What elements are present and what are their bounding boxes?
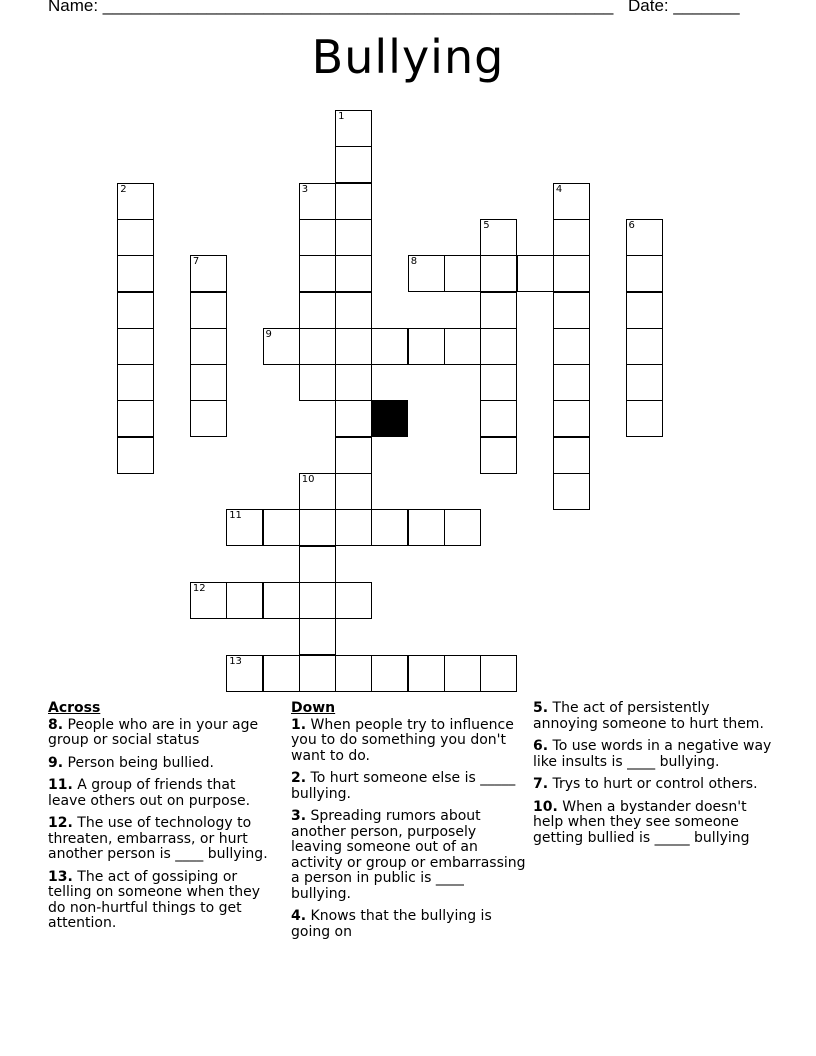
grid-cell[interactable] <box>299 582 336 619</box>
clue-item <box>48 756 270 772</box>
grid-cell[interactable] <box>299 473 336 510</box>
grid-cell[interactable] <box>263 655 300 692</box>
page-title: Bullying <box>311 30 505 84</box>
clue-number: 1. <box>291 716 307 733</box>
grid-cell[interactable] <box>444 255 481 292</box>
clue-number: 6. <box>533 738 549 754</box>
clue-number: 13. <box>48 868 73 885</box>
name-field-label[interactable]: Name: ______________________________________________________ <box>48 0 614 15</box>
grid-cell[interactable] <box>335 328 372 365</box>
grid-cell[interactable] <box>371 328 408 365</box>
grid-cell[interactable] <box>299 183 336 220</box>
down-heading: Down <box>291 700 336 716</box>
grid-cell[interactable] <box>190 400 227 437</box>
clue-number-label: 5 <box>483 219 490 231</box>
grid-cell[interactable] <box>190 364 227 401</box>
grid-cell[interactable] <box>190 328 227 365</box>
grid-cell[interactable] <box>117 400 154 437</box>
grid-cell[interactable] <box>517 255 554 292</box>
grid-cell[interactable] <box>626 400 663 437</box>
grid-cell[interactable] <box>444 509 481 546</box>
grid-cell[interactable] <box>335 255 372 292</box>
grid-cell[interactable] <box>263 509 300 546</box>
grid-cell[interactable] <box>117 292 154 329</box>
grid-cell[interactable] <box>626 255 663 292</box>
grid-cell[interactable] <box>444 655 481 692</box>
grid-cell[interactable] <box>480 364 517 401</box>
grid-cell[interactable] <box>408 328 445 365</box>
clue-text: Trys to hurt or control others. <box>552 776 758 792</box>
grid-cell[interactable] <box>190 582 227 619</box>
black-square <box>371 400 408 437</box>
clue-number: 2. <box>291 770 307 786</box>
down-clues <box>291 701 527 947</box>
grid-cell[interactable] <box>335 183 372 220</box>
grid-cell[interactable] <box>626 364 663 401</box>
clue-text: The act of gossiping or telling on someone when they do non-hurtful things to get attention. <box>48 868 261 931</box>
clue-item <box>533 701 773 732</box>
grid-cell[interactable] <box>553 437 590 474</box>
grid-cell[interactable] <box>408 255 445 292</box>
grid-cell[interactable] <box>335 400 372 437</box>
grid-cell[interactable] <box>117 183 154 220</box>
grid-cell[interactable] <box>480 437 517 474</box>
grid-cell[interactable] <box>117 328 154 365</box>
grid-cell[interactable] <box>190 292 227 329</box>
grid-cell[interactable] <box>553 183 590 220</box>
clue-number-label: 10 <box>301 474 315 485</box>
grid-cell[interactable] <box>371 509 408 546</box>
grid-cell[interactable] <box>335 473 372 510</box>
clue-number-label: 1 <box>338 111 345 122</box>
clue-text: To hurt someone else is _____ bullying. <box>291 770 516 802</box>
clue-number-label: 12 <box>192 582 206 594</box>
clue-text: When a bystander doesn't help when they see someone getting bullied is _____ bullying <box>533 798 750 846</box>
clue-number-label: 2 <box>120 183 127 195</box>
grid-cell[interactable] <box>263 582 300 619</box>
grid-cell[interactable] <box>553 328 590 365</box>
grid-cell[interactable] <box>553 255 590 292</box>
grid-cell[interactable] <box>117 364 154 401</box>
grid-cell[interactable] <box>626 219 663 256</box>
grid-cell[interactable] <box>626 292 663 329</box>
clue-number-label: 3 <box>301 183 309 195</box>
clue-number: 11. <box>48 777 73 793</box>
grid-cell[interactable] <box>299 618 336 655</box>
grid-cell[interactable] <box>480 400 517 437</box>
clue-text: The act of persistently annoying someone to hurt them. <box>533 700 764 732</box>
clue-number-label: 11 <box>229 510 242 522</box>
grid-cell[interactable] <box>444 328 481 365</box>
clue-item <box>48 718 270 749</box>
grid-cell[interactable] <box>299 219 336 256</box>
grid-cell[interactable] <box>335 146 372 183</box>
date-field-label[interactable]: Date: _______ <box>628 0 740 15</box>
grid-cell[interactable] <box>335 582 372 619</box>
grid-cell[interactable] <box>480 255 517 292</box>
grid-cell[interactable] <box>553 473 590 510</box>
clue-item <box>291 909 527 940</box>
grid-cell[interactable] <box>263 328 300 365</box>
clue-number: 5. <box>533 700 549 716</box>
clue-text: Person being bullied. <box>67 754 214 771</box>
grid-cell[interactable] <box>299 328 336 365</box>
clue-number: 12. <box>48 815 73 831</box>
grid-cell[interactable] <box>299 364 336 401</box>
clue-number-label: 6 <box>628 219 635 231</box>
grid-cell[interactable] <box>117 255 154 292</box>
down-clues-continued <box>533 701 773 853</box>
clue-number: 7. <box>533 776 549 792</box>
grid-cell[interactable] <box>299 292 336 329</box>
grid-cell[interactable] <box>226 582 263 619</box>
clue-text: Knows that the bullying is going on <box>291 908 492 940</box>
grid-cell[interactable] <box>335 110 372 147</box>
grid-cell[interactable] <box>335 655 372 692</box>
clue-number-label: 13 <box>229 655 242 667</box>
clue-text: A group of friends that leave others out on purpose. <box>48 777 251 809</box>
across-heading: Across <box>48 700 101 716</box>
clue-text: To use words in a negative way like insults is ____ bullying. <box>533 738 772 770</box>
grid-cell[interactable] <box>117 437 154 474</box>
grid-cell[interactable] <box>480 328 517 365</box>
grid-cell[interactable] <box>480 292 517 329</box>
grid-cell[interactable] <box>117 219 154 256</box>
clue-number: 8. <box>48 716 64 733</box>
clue-number: 3. <box>291 808 307 824</box>
grid-cell[interactable] <box>335 364 372 401</box>
clue-number: 4. <box>291 908 307 924</box>
grid-cell[interactable] <box>553 364 590 401</box>
clue-text: Spreading rumors about another person, purposely leaving someone out of an activity or group or embarrassing a person in public is ____ bullying. <box>291 808 526 902</box>
grid-cell[interactable] <box>626 328 663 365</box>
clue-item <box>291 809 527 902</box>
clue-text: When people try to influence you to do something you don't want to do. <box>291 716 514 764</box>
clue-text: The use of technology to threaten, embarrass, or hurt another person is ____ bullying. <box>48 815 268 862</box>
clue-item <box>48 778 270 809</box>
grid-cell[interactable] <box>553 219 590 256</box>
clue-item <box>291 771 527 802</box>
grid-cell[interactable] <box>226 509 263 546</box>
clue-item <box>533 739 773 770</box>
clue-number-label: 7 <box>192 256 200 268</box>
grid-cell[interactable] <box>299 546 336 583</box>
grid-cell[interactable] <box>553 292 590 329</box>
clue-number-label: 4 <box>555 183 563 195</box>
clue-text: People who are in your age group or social status <box>48 716 259 748</box>
grid-cell[interactable] <box>335 219 372 256</box>
grid-cell[interactable] <box>299 255 336 292</box>
clue-number-label: 9 <box>265 328 272 340</box>
grid-cell[interactable] <box>226 655 263 692</box>
clue-number: 9. <box>48 754 64 771</box>
grid-cell[interactable] <box>553 400 590 437</box>
clue-item <box>533 777 773 793</box>
clue-item <box>48 870 270 932</box>
grid-cell[interactable] <box>190 255 227 292</box>
grid-cell[interactable] <box>299 509 336 546</box>
grid-cell[interactable] <box>371 655 408 692</box>
grid-cell[interactable] <box>335 292 372 329</box>
grid-cell[interactable] <box>335 509 372 546</box>
grid-cell[interactable] <box>408 509 445 546</box>
grid-cell[interactable] <box>299 655 336 692</box>
grid-cell[interactable] <box>335 437 372 474</box>
grid-cell[interactable] <box>480 655 517 692</box>
across-clues <box>48 701 270 939</box>
clue-number: 10. <box>533 798 558 815</box>
clue-item <box>48 816 270 863</box>
grid-cell[interactable] <box>480 219 517 256</box>
grid-cell[interactable] <box>408 655 445 692</box>
clue-item <box>291 718 527 765</box>
clue-item <box>533 800 773 847</box>
clue-number-label: 8 <box>410 256 418 268</box>
